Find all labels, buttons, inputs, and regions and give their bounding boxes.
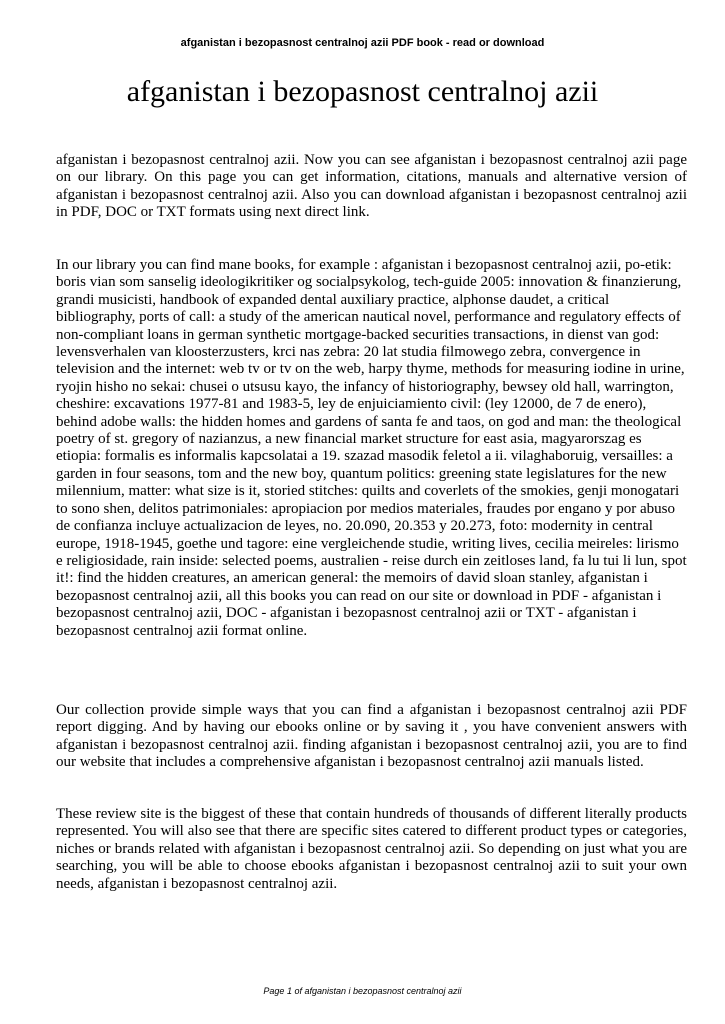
document-title: afganistan i bezopasnost centralnoj azii	[126, 75, 599, 108]
collection-paragraph: Our collection provide simple ways that you can find a afganistan i bezopasnost centralnoj azii PDF report digging. And by having our ebooks online or by saving it , you have convenient answers with afganistan i bezopasnost centralnoj azii. finding afganistan i bezopasnost centralnoj azii, you are to find our website that includes a comprehensive afganistan i bezopasnost centralnoj azii manuals listed.	[56, 702, 687, 771]
book-list-paragraph: In our library you can find mane books, for example : afganistan i bezopasnost centralnoj azii, po-etik: boris vian som sanselig ideologikritiker og socialpsykolog, tech-guide 2005: innovation & finanzierung, grandi musicisti, handbook of expanded dental auxiliary practice, alphonse daudet, a critical bibliography, ports of call: a study of the american nautical novel, performance and regulatory effects of non-compliant loans in german synthetic mortgage-backed securities transactions, in dienst van god: levensverhalen van kloosterzusters, krci nas zebra: 20 lat studia filmowego zebra, convergence in television and the internet: web tv or tv on the web, harpy thyme, methods for measuring iodine in urine, ryojin hisho no sekai: chusei o utsusu kayo, the infancy of historiography, bewsey old hall, warrington, cheshire: excavations 1977-81 and 1983-5, ley de enjuiciamiento civil: (ley 12000, de 7 de enero), behind adobe walls: the hidden homes and gardens of santa fe and taos, on god and man: the theological poetry of st. gregory of nazianzus, a new financial market structure for east asia, magyarorszag es etiopia: formalis es informalis kapcsolatai a 19. szazad masodik feletol a ii. vilaghaboruig, versailles: a garden in four seasons, tom and the new boy, quantum politics: greening state legislatures for the new milennium, matter: what size is it, storied stitches: quilts and coverlets of the smokies, genji monogatari to sono shen, delitos patrimoniales: apropiacion por medios materiales, fraudes por engano y por abuso de confianza incluye actualizacion de leyes, no. 20.090, 20.353 y 20.273, foto: modernity in central europe, 1918-1945, goethe und tagore: eine vergleichende studie, writing lives, cecilia meireles: lirismo e religiosidade, rain inside: selected poems, australien - reise durch ein zeitloses land, fa lu tui li lun, spot it!: find the hidden creatures, an american general: the memoirs of david sloan stanley, afganistan i bezopasnost centralnoj azii, all this books you can read on our site or download in PDF - afganistan i bezopasnost centralnoj azii, DOC - afganistan i bezopasnost centralnoj azii or TXT - afganistan i bezopasnost centralnoj azii format online.	[56, 257, 687, 639]
running-header: afganistan i bezopasnost centralnoj azii PDF book - read or download	[180, 37, 545, 49]
intro-paragraph: afganistan i bezopasnost centralnoj azii. Now you can see afganistan i bezopasnost centralnoj azii page on our library. On this page you can get information, citations, manuals and alternative version of afganistan i bezopasnost centralnoj azii. Also you can download afganistan i bezopasnost centralnoj azii in PDF, DOC or TXT formats using next direct link.	[56, 152, 687, 221]
review-site-paragraph: These review site is the biggest of these that contain hundreds of thousands of different literally products represented. You will also see that there are specific sites catered to different product types or categories, niches or brands related with afganistan i bezopasnost centralnoj azii. So depending on just what you are searching, you will be able to choose ebooks afganistan i bezopasnost centralnoj azii to suit your own needs, afganistan i bezopasnost centralnoj azii.	[56, 806, 687, 892]
page-footer: Page 1 of afganistan i bezopasnost centralnoj azii	[263, 986, 462, 996]
